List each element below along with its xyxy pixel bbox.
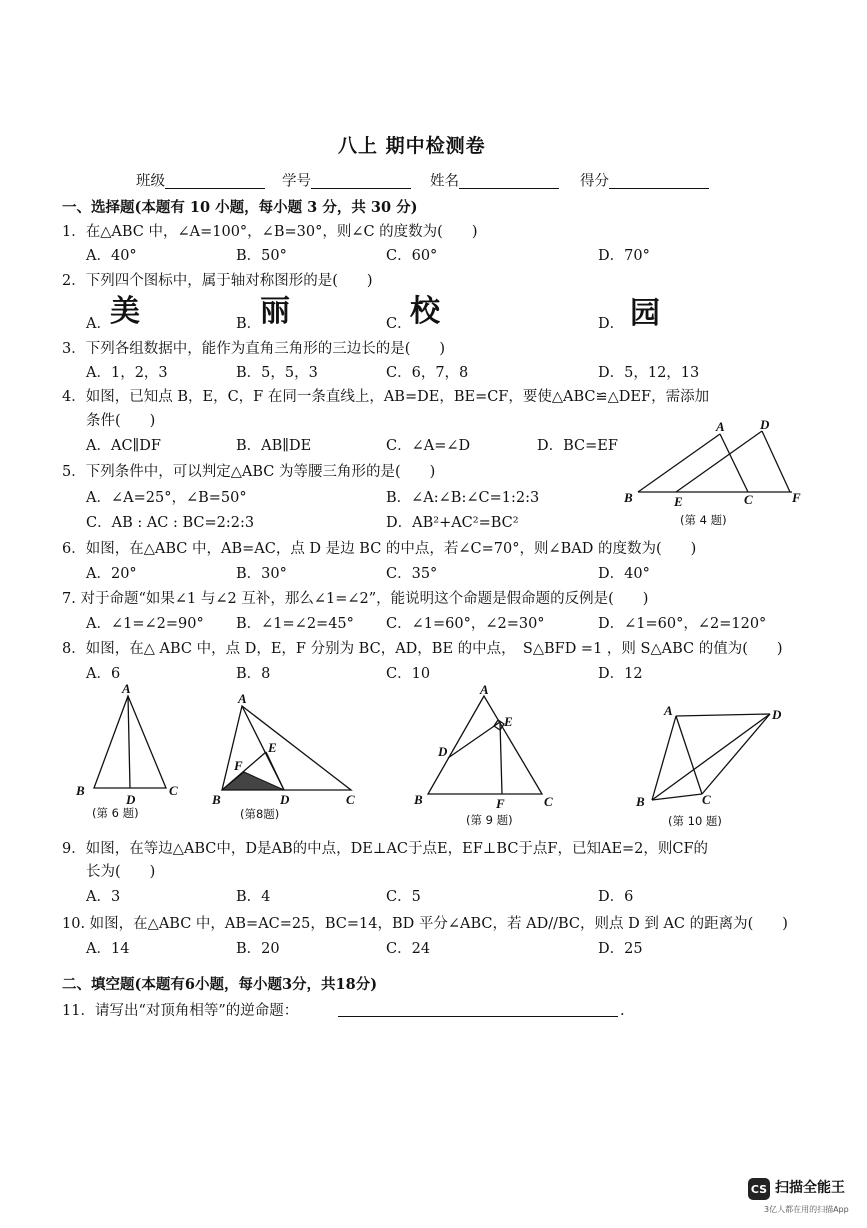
q2-option-b[interactable]: B． bbox=[236, 316, 262, 332]
q6-option-d[interactable]: D．40° bbox=[598, 566, 650, 582]
q11-answer-blank[interactable] bbox=[338, 1002, 618, 1017]
fig10-label-b: B bbox=[636, 794, 645, 809]
q2-stem: 2．下列四个图标中，属于轴对称图形的是( ) bbox=[62, 273, 373, 289]
fig10-label-a: A bbox=[664, 703, 673, 718]
q3-option-a[interactable]: A．1，2，3 bbox=[86, 365, 168, 381]
q9-option-c[interactable]: C．5 bbox=[386, 889, 421, 905]
figure-10 bbox=[630, 700, 790, 815]
q9-option-d[interactable]: D．6 bbox=[598, 889, 634, 905]
q4-option-c[interactable]: C．∠A=∠D bbox=[386, 438, 471, 454]
figure-8 bbox=[206, 690, 366, 810]
q8-option-c[interactable]: C．10 bbox=[386, 666, 431, 682]
section-1-heading: 一、选择题(本题有 10 小题，每小题 3 分，共 30 分) bbox=[62, 199, 418, 216]
q5-option-b[interactable]: B．∠A:∠B:∠C=1:2:3 bbox=[386, 490, 540, 506]
q10-option-c[interactable]: C．24 bbox=[386, 941, 431, 957]
camscanner-logo-icon: CS bbox=[748, 1178, 770, 1200]
name-field[interactable] bbox=[430, 174, 559, 189]
q2-glyph-xiao: 校 bbox=[410, 294, 440, 329]
fig8-label-f: F bbox=[234, 758, 243, 773]
q8-option-b[interactable]: B．8 bbox=[236, 666, 271, 682]
fig6-label-a: A bbox=[122, 681, 131, 696]
q10-option-d[interactable]: D．25 bbox=[598, 941, 643, 957]
q4-option-d[interactable]: D．BC=EF bbox=[537, 438, 618, 454]
fig4-caption: (第 4 题) bbox=[680, 513, 727, 527]
watermark-tagline: 3亿人都在用的扫描App bbox=[764, 1205, 849, 1214]
q3-stem: 3．下列各组数据中，能作为直角三角形的三边长的是( ) bbox=[62, 341, 446, 357]
fig4-label-d: D bbox=[760, 417, 770, 432]
q4-stem-cont: 条件( ) bbox=[86, 413, 156, 429]
q1-option-a[interactable]: A．40° bbox=[86, 248, 137, 264]
q4-option-a[interactable]: A．AC∥DF bbox=[86, 438, 161, 454]
q6-option-b[interactable]: B．30° bbox=[236, 566, 287, 582]
q5-option-c[interactable]: C．AB : AC : BC=2:2:3 bbox=[86, 515, 255, 531]
name-label: 姓名 bbox=[430, 173, 459, 190]
score-blank[interactable] bbox=[609, 174, 709, 189]
student-id-field[interactable] bbox=[282, 174, 411, 189]
q2-glyph-yuan: 园 bbox=[630, 296, 660, 331]
fig8-label-a: A bbox=[238, 691, 247, 706]
fig10-caption: (第 10 题) bbox=[668, 814, 722, 828]
class-label: 班级 bbox=[136, 173, 165, 190]
q8-option-a[interactable]: A．6 bbox=[86, 666, 121, 682]
q5-stem: 5．下列条件中，可以判定△ABC 为等腰三角形的是( ) bbox=[62, 464, 436, 480]
q11-stem: 11．请写出“对顶角相等”的逆命题： bbox=[62, 1003, 299, 1019]
q5-option-d[interactable]: D．AB²+AC²=BC² bbox=[386, 515, 519, 531]
score-field[interactable] bbox=[580, 174, 709, 189]
q9-stem: 9．如图，在等边△ABC中，D是AB的中点，DE⊥AC于点E，EF⊥BC于点F，已知AE=2，则CF的 bbox=[62, 841, 709, 857]
student-id-blank[interactable] bbox=[311, 174, 411, 189]
fig10-label-d: D bbox=[772, 707, 782, 722]
q2-option-c[interactable]: C． bbox=[386, 316, 412, 332]
q4-stem: 4．如图，已知点 B，E，C，F 在同一条直线上，AB=DE，BE=CF，要使△ABC≌△DEF，需添加 bbox=[62, 389, 710, 405]
fig6-label-c: C bbox=[169, 783, 178, 798]
watermark-name: 扫描全能王 bbox=[775, 1180, 845, 1196]
fig6-label-d: D bbox=[126, 792, 136, 807]
q2-option-d[interactable]: D． bbox=[598, 316, 625, 332]
fig4-label-a: A bbox=[716, 419, 725, 434]
q1-option-d[interactable]: D．70° bbox=[598, 248, 650, 264]
q4-option-b[interactable]: B．AB∥DE bbox=[236, 438, 312, 454]
fig8-label-b: B bbox=[212, 792, 221, 807]
fig9-label-e: E bbox=[504, 714, 513, 729]
fig8-label-d: D bbox=[280, 792, 290, 807]
q1-stem: 1．在△ABC 中，∠A=100°，∠B=30°，则∠C 的度数为( ) bbox=[62, 224, 478, 240]
q1-option-c[interactable]: C．60° bbox=[386, 248, 438, 264]
fig4-label-f: F bbox=[792, 490, 801, 505]
q7-stem: 7. 对于命题“如果∠1 与∠2 互补，那么∠1=∠2”，能说明这个命题是假命题的反例是( ) bbox=[62, 591, 649, 607]
q7-option-c[interactable]: C．∠1=60°，∠2=30° bbox=[386, 616, 545, 632]
q10-option-b[interactable]: B．20 bbox=[236, 941, 280, 957]
q10-stem: 10. 如图，在△ABC 中，AB=AC=25，BC=14，BD 平分∠ABC，若 AD//BC，则点 D 到 AC 的距离为( ) bbox=[62, 916, 788, 932]
q6-stem: 6．如图，在△ABC 中，AB=AC，点 D 是边 BC 的中点，若∠C=70°，则∠BAD 的度数为( ) bbox=[62, 541, 697, 557]
fig9-label-d: D bbox=[438, 744, 448, 759]
fig8-label-c: C bbox=[346, 792, 355, 807]
q3-option-c[interactable]: C．6，7，8 bbox=[386, 365, 469, 381]
fig9-label-c: C bbox=[544, 794, 553, 809]
q3-option-b[interactable]: B．5，5，3 bbox=[236, 365, 318, 381]
fig8-caption: (第8题) bbox=[240, 807, 280, 821]
fig4-label-b: B bbox=[624, 490, 633, 505]
q2-option-a[interactable]: A． bbox=[86, 316, 111, 332]
q7-option-a[interactable]: A．∠1=∠2=90° bbox=[86, 616, 204, 632]
q3-option-d[interactable]: D．5，12，13 bbox=[598, 365, 700, 381]
figure-9 bbox=[410, 682, 560, 811]
fig9-caption: (第 9 题) bbox=[466, 813, 513, 827]
fig8-label-e: E bbox=[268, 740, 277, 755]
q8-option-d[interactable]: D．12 bbox=[598, 666, 643, 682]
q10-option-a[interactable]: A．14 bbox=[86, 941, 130, 957]
q1-option-b[interactable]: B．50° bbox=[236, 248, 287, 264]
q9-option-a[interactable]: A．3 bbox=[86, 889, 121, 905]
q9-option-b[interactable]: B．4 bbox=[236, 889, 271, 905]
fig4-label-e: E bbox=[674, 494, 683, 509]
class-field[interactable] bbox=[136, 174, 265, 189]
q2-glyph-li: 丽 bbox=[260, 294, 290, 329]
q9-stem-cont: 长为( ) bbox=[86, 864, 156, 880]
score-label: 得分 bbox=[580, 173, 609, 190]
q8-stem: 8．如图，在△ ABC 中，点 D，E，F 分别为 BC，AD，BE 的中点， S△BFD =1 ，则 S△ABC 的值为( ) bbox=[62, 641, 783, 657]
q7-option-b[interactable]: B．∠1=∠2=45° bbox=[236, 616, 354, 632]
section-2-heading: 二、填空题(本题有6小题，每小题3分，共18分) bbox=[62, 976, 378, 993]
fig9-label-a: A bbox=[480, 682, 489, 697]
fig4-label-c: C bbox=[744, 492, 753, 507]
page-title: 八上 期中检测卷 bbox=[338, 135, 486, 157]
q6-option-c[interactable]: C．35° bbox=[386, 566, 438, 582]
figure-6 bbox=[72, 682, 192, 807]
class-blank[interactable] bbox=[165, 174, 265, 189]
q6-option-a[interactable]: A．20° bbox=[86, 566, 137, 582]
q11-period: . bbox=[620, 1003, 625, 1019]
fig6-caption: (第 6 题) bbox=[92, 806, 139, 820]
q2-glyph-mei: 美 bbox=[110, 294, 140, 329]
q7-option-d[interactable]: D．∠1=60°，∠2=120° bbox=[598, 616, 767, 632]
name-blank[interactable] bbox=[459, 174, 559, 189]
fig9-label-b: B bbox=[414, 792, 423, 807]
student-id-label: 学号 bbox=[282, 173, 311, 190]
fig10-label-c: C bbox=[702, 792, 711, 807]
q5-option-a[interactable]: A．∠A=25°，∠B=50° bbox=[86, 490, 247, 506]
fig9-label-f: F bbox=[496, 796, 505, 811]
fig6-label-b: B bbox=[76, 783, 85, 798]
